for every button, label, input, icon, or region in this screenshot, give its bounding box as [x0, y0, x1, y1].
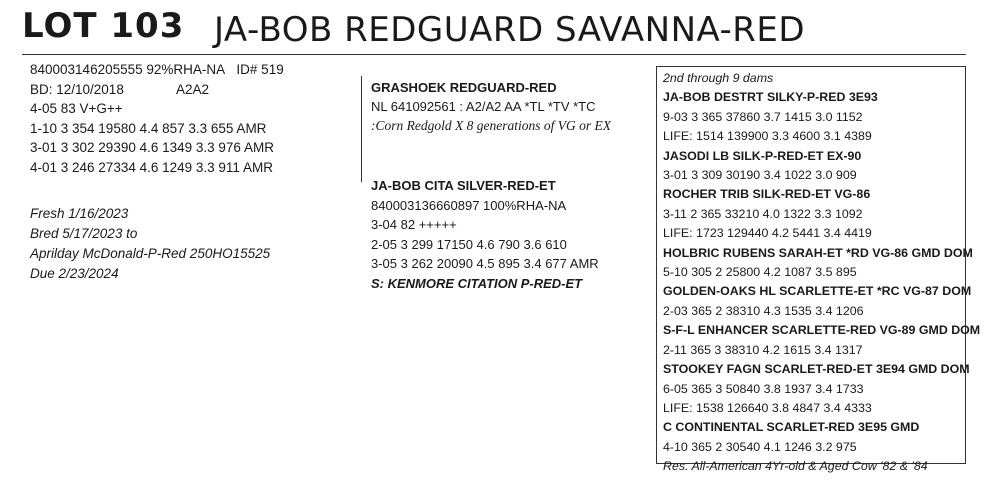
bred-date: Bred 5/17/2023 to — [30, 226, 138, 241]
pedigree-connector-line — [361, 76, 362, 182]
animal-name: JA-BOB REDGUARD SAVANNA-RED — [214, 10, 806, 50]
dam-registration: 840003136660897 100%RHA-NA — [371, 197, 567, 213]
pedigree-line: 3-01 3 309 30190 3.4 1022 3.0 909 — [663, 168, 857, 183]
pedigree-line: LIFE: 1514 139900 3.3 4600 3.1 4389 — [663, 129, 872, 144]
sire-info: NL 641092561 : A2/A2 AA *TL *TV *TC — [371, 99, 596, 114]
due-date: Due 2/23/2024 — [30, 266, 119, 281]
classification: 4-05 83 V+G++ — [30, 101, 123, 117]
dam-record: 2-05 3 299 17150 4.6 790 3.6 610 — [371, 236, 567, 252]
genotype: A2A2 — [176, 81, 210, 97]
dam-classification: 3-04 82 +++++ — [371, 217, 457, 232]
pedigree-line: LIFE: 1538 126640 3.8 4847 3.4 4333 — [663, 400, 872, 415]
pedigree-line: 5-10 305 2 25800 4.2 1087 3.5 895 — [663, 265, 857, 280]
animal-info — [30, 60, 284, 178]
registration-number: 840003146205555 92%RHA-NA — [30, 62, 226, 77]
pedigree-line: ROCHER TRIB SILK-RED-ET VG-86 — [663, 187, 871, 202]
header-divider — [22, 54, 966, 55]
pedigree-line: 2-11 365 3 38310 4.2 1615 3.4 1317 — [663, 342, 863, 357]
pedigree-box-footer: Res. All-American 4Yr-old & Aged Cow '82 & '84 — [663, 459, 928, 474]
pedigree-line: HOLBRIC RUBENS SARAH-ET *RD VG-86 GMD DOM — [663, 245, 973, 260]
pedigree-box-header: 2nd through 9 dams — [663, 71, 774, 85]
fresh-date: Fresh 1/16/2023 — [30, 206, 129, 221]
dam-sire-line: S: KENMORE CITATION P-RED-ET — [371, 275, 583, 291]
pedigree-line: 9-03 3 365 37860 3.7 1415 3.0 1152 — [663, 109, 863, 124]
sire-note: :Corn Redgold X 8 generations of VG or EX — [371, 118, 611, 133]
pedigree-box — [656, 66, 981, 474]
birth-date: BD: 12/10/2018 — [30, 81, 124, 97]
pedigree-line: 3-11 2 365 33210 4.0 1322 3.3 1092 — [663, 206, 863, 221]
pedigree-line: GOLDEN-OAKS HL SCARLETTE-ET *RC VG-87 DOM — [663, 284, 972, 299]
sire-name: GRASHOEK REDGUARD-RED — [371, 80, 557, 95]
breeding-notes — [30, 204, 270, 284]
pedigree-line: STOOKEY FAGN SCARLET-RED-ET 3E94 GMD DOM — [663, 362, 970, 377]
dam-name: JA-BOB CITA SILVER-RED-ET — [371, 178, 556, 193]
production-record: 1-10 3 354 19580 4.4 857 3.3 655 AMR — [30, 120, 267, 136]
pedigree-line: 4-10 365 2 30540 4.1 1246 3.2 975 — [663, 439, 857, 454]
service-sire: Aprilday McDonald-P-Red 250HO15525 — [30, 246, 271, 261]
dam-block — [371, 176, 599, 293]
pedigree-line: JASODI LB SILK-P-RED-ET EX-90 — [663, 148, 862, 163]
pedigree-line: S-F-L ENHANCER SCARLETTE-RED VG-89 GMD DOM — [663, 323, 981, 338]
dam-record: 3-05 3 262 20090 4.5 895 3.4 677 AMR — [371, 256, 599, 271]
pedigree-line: 6-05 365 3 50840 3.8 1937 3.4 1733 — [663, 381, 864, 396]
sire-block — [371, 78, 611, 135]
pedigree-line: 2-03 365 2 38310 4.3 1535 3.4 1206 — [663, 303, 864, 318]
pedigree-line: LIFE: 1723 129440 4.2 5441 3.4 4419 — [663, 226, 872, 241]
pedigree-line: C CONTINENTAL SCARLET-RED 3E95 GMD — [663, 420, 920, 435]
production-record: 4-01 3 246 27334 4.6 1249 3.3 911 AMR — [30, 159, 273, 175]
id-label: ID# 519 — [236, 62, 284, 77]
production-record: 3-01 3 302 29390 4.6 1349 3.3 976 AMR — [30, 140, 274, 156]
lot-number: LOT 103 — [22, 6, 185, 46]
pedigree-line: JA-BOB DESTRT SILKY-P-RED 3E93 — [663, 90, 878, 105]
